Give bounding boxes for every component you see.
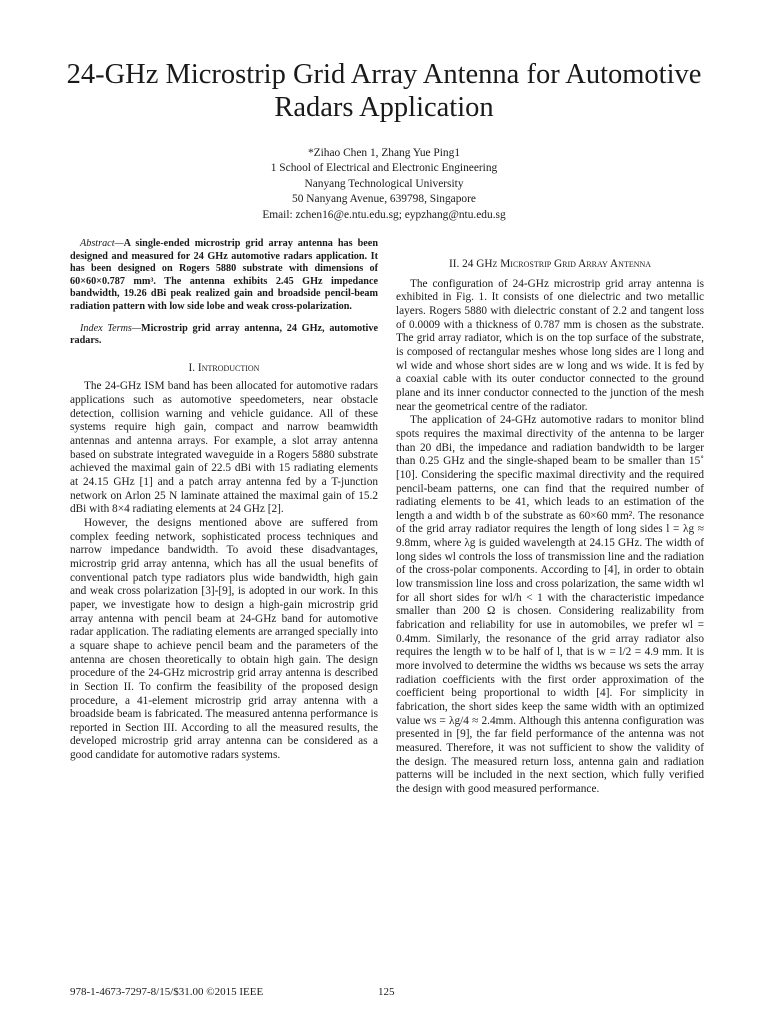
paper-title: 24-GHz Microstrip Grid Array Antenna for Automotive Radars Application [66, 59, 702, 123]
author-block [100, 146, 668, 223]
email-line: Email: zchen16@e.ntu.edu.sg; eypzhang@ntu.edu.sg [262, 208, 506, 221]
affiliation-line: Nanyang Technological University [304, 177, 464, 190]
authors-line: *Zihao Chen 1, Zhang Yue Ping1 [307, 147, 461, 159]
right-column [396, 258, 704, 797]
left-column [70, 238, 378, 763]
body-paragraph: The 24-GHz ISM band has been allocated for automotive radars applications such as automotive speedometers, near obstacle detection, collision warning and vehicle guidance. All of these systems require high gain, compact and narrow beamwidth antennas and antenna arrays. For example, a slot array antenna based on substrate integrated waveguide in a Rogers 5880 substrate achieved the maximal gain of 22.5 dBi with 15 radiating elements at 24.15 GHz [1] and a patch array antenna fed by a T-junction network on Arlon 25 N laminate attained the maximal gain of 15.2 dBi with 8×4 radiating elements at 24 GHz [2]. [70, 380, 378, 516]
abstract [70, 238, 378, 314]
index-terms-text: Microstrip grid array antenna, 24 GHz, automotive radars. [70, 322, 378, 347]
body-paragraph: The configuration of 24-GHz microstrip grid array antenna is exhibited in Fig. 1. It consists of one dielectric and two metallic layers. Rogers 5880 with dielectric constant of 2.2 and tangent loss of 0.0009 with a thickness of 0.787 mm is chosen as the substrate. The grid array radiator, which is on the top surface of the substrate, is composed of rectangular meshes whose long sides are l long and wl wide and whose short sides are w long and ws wide. It is fed by a coaxial cable with its outer conductor connected to the ground plane and its inner conductor connected to the junction of the mesh near the geometrical centre of the radiator. [396, 277, 704, 413]
abstract-lead: Abstract— [80, 238, 124, 249]
body-paragraph: However, the designs mentioned above are suffered from complex feeding network, sophisticated process techniques and narrow impedance bandwidth. To avoid these disadvantages, microstrip grid array antenna, which has all the usual benefits of conventional patch type radiators plus wide bandwidth, high gain and weak cross polarization [3]-[9], is adopted in our work. In this paper, we investigate how to design a high-gain microstrip grid array antenna with pencil beam at 24-GHz band for automotive radar application. The radiating elements are arranged specially into a square shape to achieve pencil beam and the parameters of the antenna are chosen theoretically to obtain high gain. The design procedure of the 24-GHz microstrip grid array antenna is described in Section II. To confirm the feasibility of the proposed design procedure, a 41-element microstrip grid array antenna with a broadside beam is fabricated. The measured antenna performance is reported in Section III. According to all the measured results, the developed microstrip grid array antenna can be considered as a good candidate for automotive radars systems. [70, 516, 378, 762]
affiliation-line: 1 School of Electrical and Electronic Engineering [270, 162, 498, 175]
affiliation-line: 50 Nanyang Avenue, 639798, Singapore [292, 193, 476, 206]
body-paragraph: The application of 24-GHz automotive radars to monitor blind spots requires the maximal directivity of the antenna to be larger than 20 dBi, the impedance and radiation bandwidth to be larger than 0.25 GHz and the single-shaped beam to be smaller than 15˚ [10]. Considering the specific maximal directivity and the required pencil-beam patterns, one can find that the required number of radiating elements to be 41, which leads to an estimation of the length a and width b of the substrate as 60×60 mm². The resonance of the grid array radiator requires the length of long sides l = λg ≈ 9.8mm, where λg is guided wavelength at 24.15 GHz. The width of long sides wl controls the loss of transmission line and the radiation of the cross-polar components. According to [4], in order to obtain low transmission line loss and cross polarization, the same width wl for all short sides for wl/h < 1 with the characteristic impedance smaller than 200 Ω is chosen. Considering realizability from fabrication and reliability for use in automobiles, we prefer wl = 0.4mm. Similarly, the resonance of the grid array radiator also requires the length w to be half of l, that is w = l/2 = 4.9 mm. It is more involved to determine the widths ws because ws sets the array radiation coefficients with the first order approximation of the coefficient being proportional to width [4]. For simplicity in fabrication, the short sides keep the same width with an optimized value ws = λg/4 ≈ 2.4mm. Although this antenna configuration was presented in [9], the far field performance of the antenna was not measured. Therefore, it was not sufficient to show the validity of the design. The measured return loss, antenna gain and radiation patterns will be included in the next section, which fully verified the design with good measured performance. [396, 414, 704, 795]
section-heading: II. 24 GHz Microstrip Grid Array Antenna [448, 258, 652, 270]
index-terms [70, 323, 378, 348]
section-heading: I. Introduction [188, 361, 260, 374]
page-number: 125 [378, 986, 395, 998]
index-terms-lead: Index Terms— [80, 322, 141, 334]
copyright-footer: 978-1-4673-7297-8/15/$31.00 ©2015 IEEE [70, 986, 264, 998]
abstract-text: A single-ended microstrip grid array antenna has been designed and measured for 24 GHz automotive radars application. It has been designed on Rogers 5880 substrate with dimensions of 60×60×0.787 mm³. The antenna exhibits 2.45 GHz impedance bandwidth, 19.26 dBi peak realized gain and broadside pencil-beam radiation pattern with low side lobe and weak cross-polarization. [70, 238, 378, 312]
